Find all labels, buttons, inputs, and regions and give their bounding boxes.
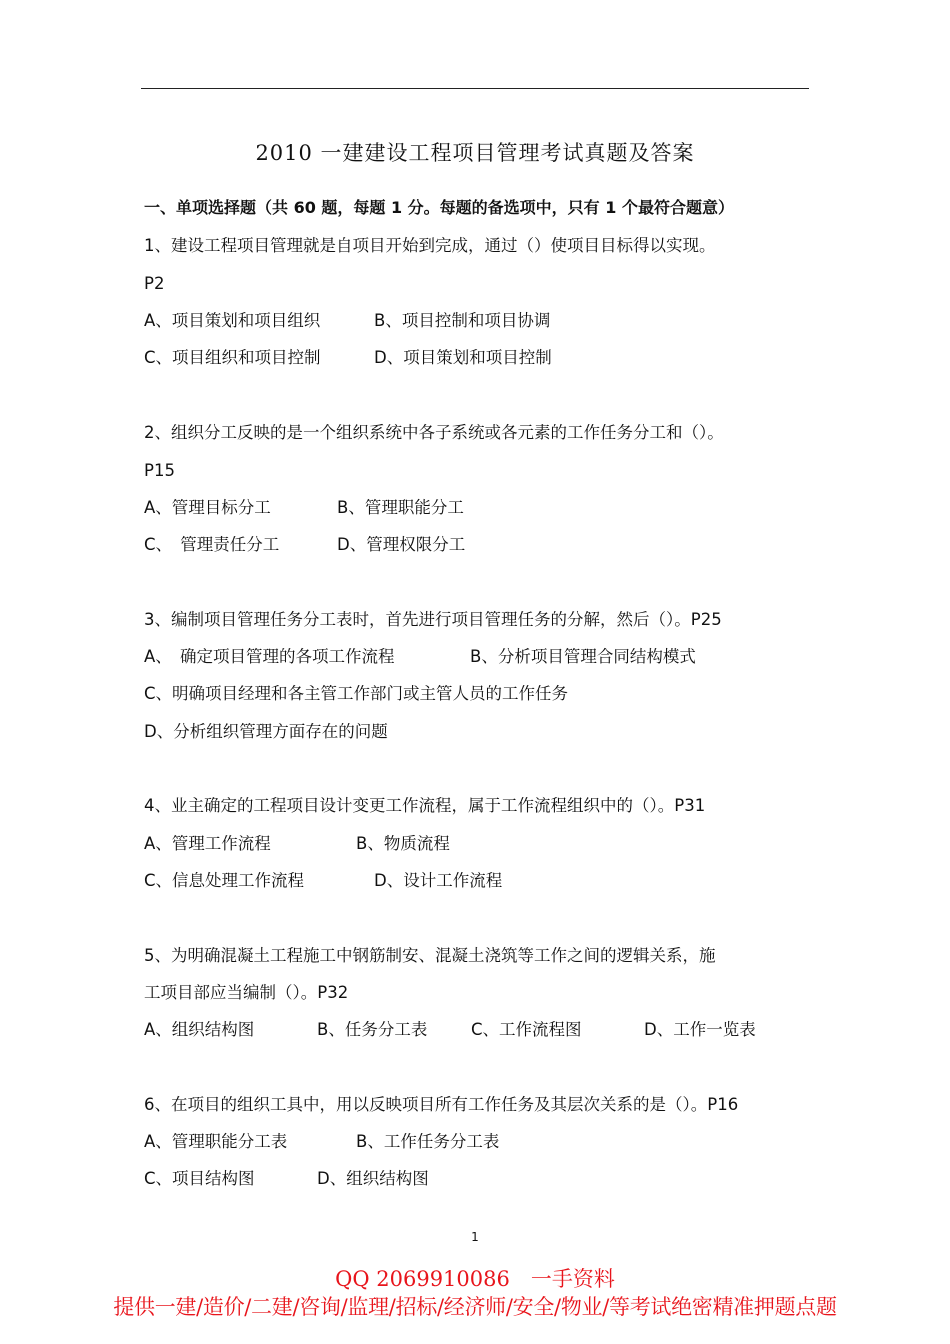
question-5-options-row	[144, 1018, 756, 1042]
question-6-options-row-1	[144, 1130, 499, 1154]
section-heading: 一、单项选择题（共 60 题，每题 1 分。每题的备选项中，只有 1 个最符合题意）	[144, 198, 734, 217]
option-a: A、组织结构图	[144, 1020, 255, 1039]
header-rule	[141, 88, 809, 89]
question-1-page-ref: P2	[144, 274, 165, 293]
question-6-stem: 6、在项目的组织工具中，用以反映项目所有工作任务及其层次关系的是（）。P16	[144, 1095, 739, 1114]
option-d: D、组织结构图	[317, 1169, 429, 1188]
question-3-stem: 3、编制项目管理任务分工表时，首先进行项目管理任务的分解，然后（）。P25	[144, 610, 722, 629]
option-c: C、工作流程图	[471, 1020, 582, 1039]
option-b: B、工作任务分工表	[356, 1132, 500, 1151]
option-b: B、项目控制和项目协调	[374, 311, 551, 330]
question-1-stem: 1、建设工程项目管理就是自项目开始到完成，通过（）使项目目标得以实现。	[144, 236, 716, 255]
option-a: A、管理工作流程	[144, 834, 271, 853]
option-c: C、项目组织和项目控制	[144, 348, 321, 367]
question-5-stem: 5、为明确混凝土工程施工中钢筋制安、混凝土浇筑等工作之间的逻辑关系，施	[144, 946, 716, 965]
promo-services-line: 提供一建/造价/二建/咨询/监理/招标/经济师/安全/物业/等考试绝密精准押题点题	[113, 1295, 837, 1319]
question-4-stem: 4、业主确定的工程项目设计变更工作流程，属于工作流程组织中的（）。P31	[144, 796, 706, 815]
promo-contact-line: QQ 2069910086 一手资料	[335, 1267, 615, 1291]
question-3-option-c: C、明确项目经理和各主管工作部门或主管人员的工作任务	[144, 684, 569, 703]
option-d: D、工作一览表	[644, 1020, 756, 1039]
option-c: C、 管理责任分工	[144, 535, 280, 554]
option-b: B、分析项目管理合同结构模式	[470, 647, 696, 666]
option-c: C、信息处理工作流程	[144, 871, 305, 890]
question-3-options-row-1	[144, 645, 696, 669]
option-c: C、项目结构图	[144, 1169, 255, 1188]
option-d: D、项目策划和项目控制	[374, 348, 552, 367]
question-2-stem: 2、组织分工反映的是一个组织系统中各子系统或各元素的工作任务分工和（）。	[144, 423, 724, 442]
option-d: D、管理权限分工	[337, 535, 466, 554]
question-6-options-row-2	[144, 1167, 429, 1191]
document-title: 2010 一建建设工程项目管理考试真题及答案	[255, 141, 695, 165]
option-a: A、项目策划和项目组织	[144, 311, 321, 330]
question-4-options-row-2	[144, 869, 502, 893]
question-2-page-ref: P15	[144, 461, 175, 480]
option-b: B、物质流程	[356, 834, 450, 853]
question-2-options-row-1	[144, 496, 464, 520]
question-5-stem-continued: 工项目部应当编制（）。P32	[144, 983, 349, 1002]
question-4-options-row-1	[144, 832, 450, 856]
option-a: A、管理职能分工表	[144, 1132, 288, 1151]
option-b: B、任务分工表	[317, 1020, 428, 1039]
question-2-options-row-2	[144, 533, 465, 557]
option-d: D、设计工作流程	[374, 871, 503, 890]
option-a: A、管理目标分工	[144, 498, 271, 517]
question-1-options-row-1	[144, 309, 550, 333]
option-b: B、管理职能分工	[337, 498, 464, 517]
question-1-options-row-2	[144, 346, 552, 370]
option-a: A、 确定项目管理的各项工作流程	[144, 647, 395, 666]
page-number: 1	[471, 1230, 479, 1244]
question-3-option-d: D、分析组织管理方面存在的问题	[144, 722, 388, 741]
